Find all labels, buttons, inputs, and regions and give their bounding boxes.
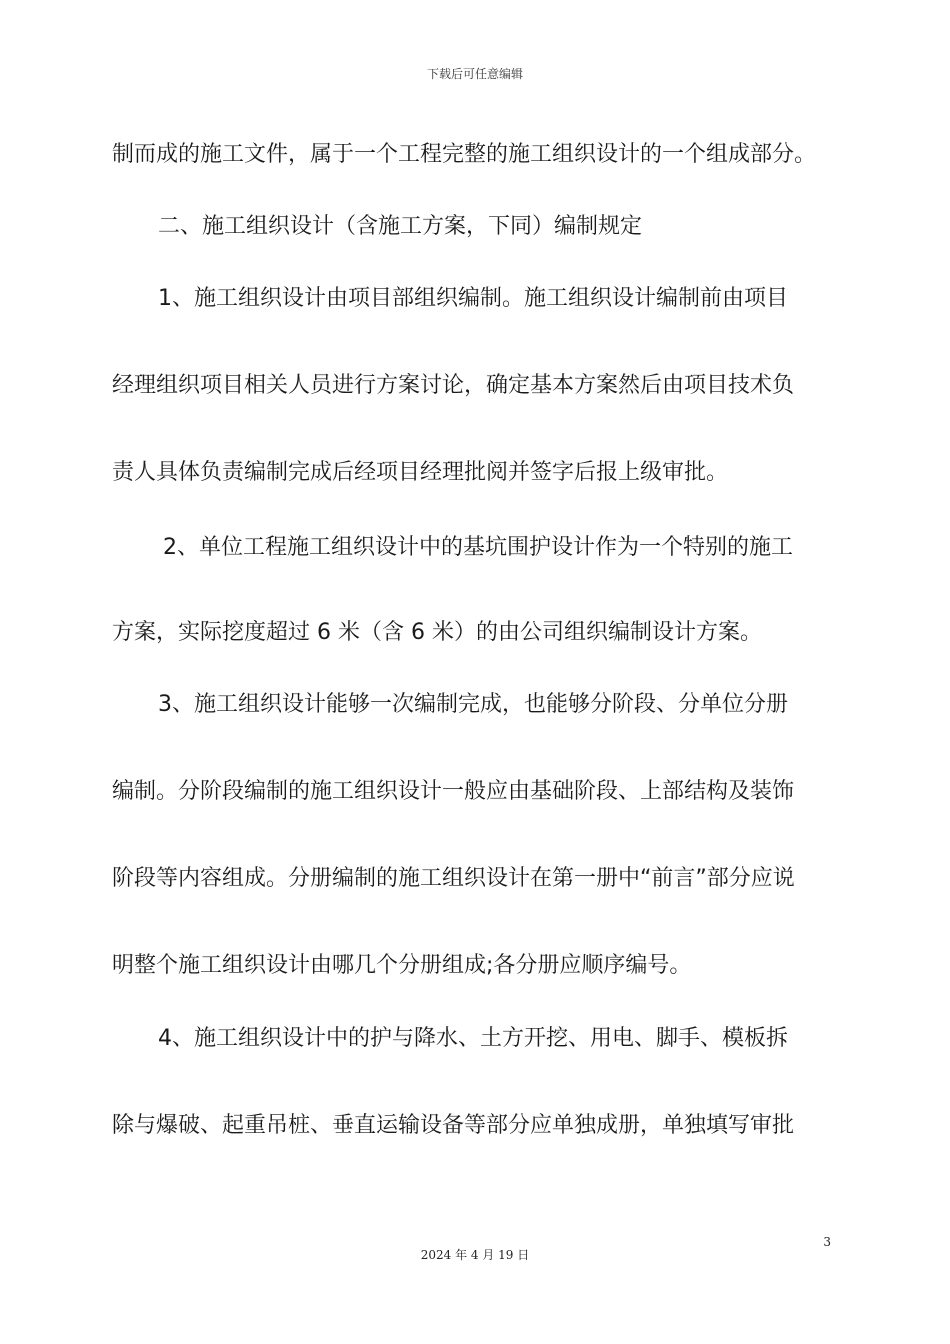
body-line: 1、施工组织设计由项目部组织编制。施工组织设计编制前由项目 [158, 286, 788, 311]
section-heading: 二、施工组织设计（含施工方案，下同）编制规定 [158, 214, 643, 239]
page-header: 下载后可任意编辑 [426, 67, 523, 81]
body-line: 编制。分阶段编制的施工组织设计一般应由基础阶段、上部结构及装饰 [112, 779, 795, 804]
body-line: 除与爆破、起重吊桩、垂直运输设备等部分应单独成册，单独填写审批 [112, 1113, 795, 1138]
page-number: 3 [823, 1235, 831, 1249]
body-line: 责人具体负责编制完成后经项目经理批阅并签字后报上级审批。 [112, 460, 729, 485]
body-line: 经理组织项目相关人员进行方案讨论，确定基本方案然后由项目技术负 [112, 373, 795, 398]
body-line: 方案，实际挖度超过 6 米（含 6 米）的由公司组织编制设计方案。 [112, 620, 762, 645]
body-line: 明整个施工组织设计由哪几个分册组成;各分册应顺序编号。 [112, 953, 692, 978]
body-line: 4、施工组织设计中的护与降水、土方开挖、用电、脚手、模板拆 [158, 1026, 788, 1051]
body-line: 阶段等内容组成。分册编制的施工组织设计在第一册中“前言”部分应说 [112, 866, 795, 891]
body-line: 制而成的施工文件，属于一个工程完整的施工组织设计的一个组成部分。 [112, 142, 817, 167]
body-line: 2、单位工程施工组织设计中的基坑围护设计作为一个特别的施工 [163, 535, 793, 560]
footer-date: 2024 年 4 月 19 日 [420, 1248, 530, 1262]
body-line: 3、施工组织设计能够一次编制完成，也能够分阶段、分单位分册 [158, 692, 788, 717]
